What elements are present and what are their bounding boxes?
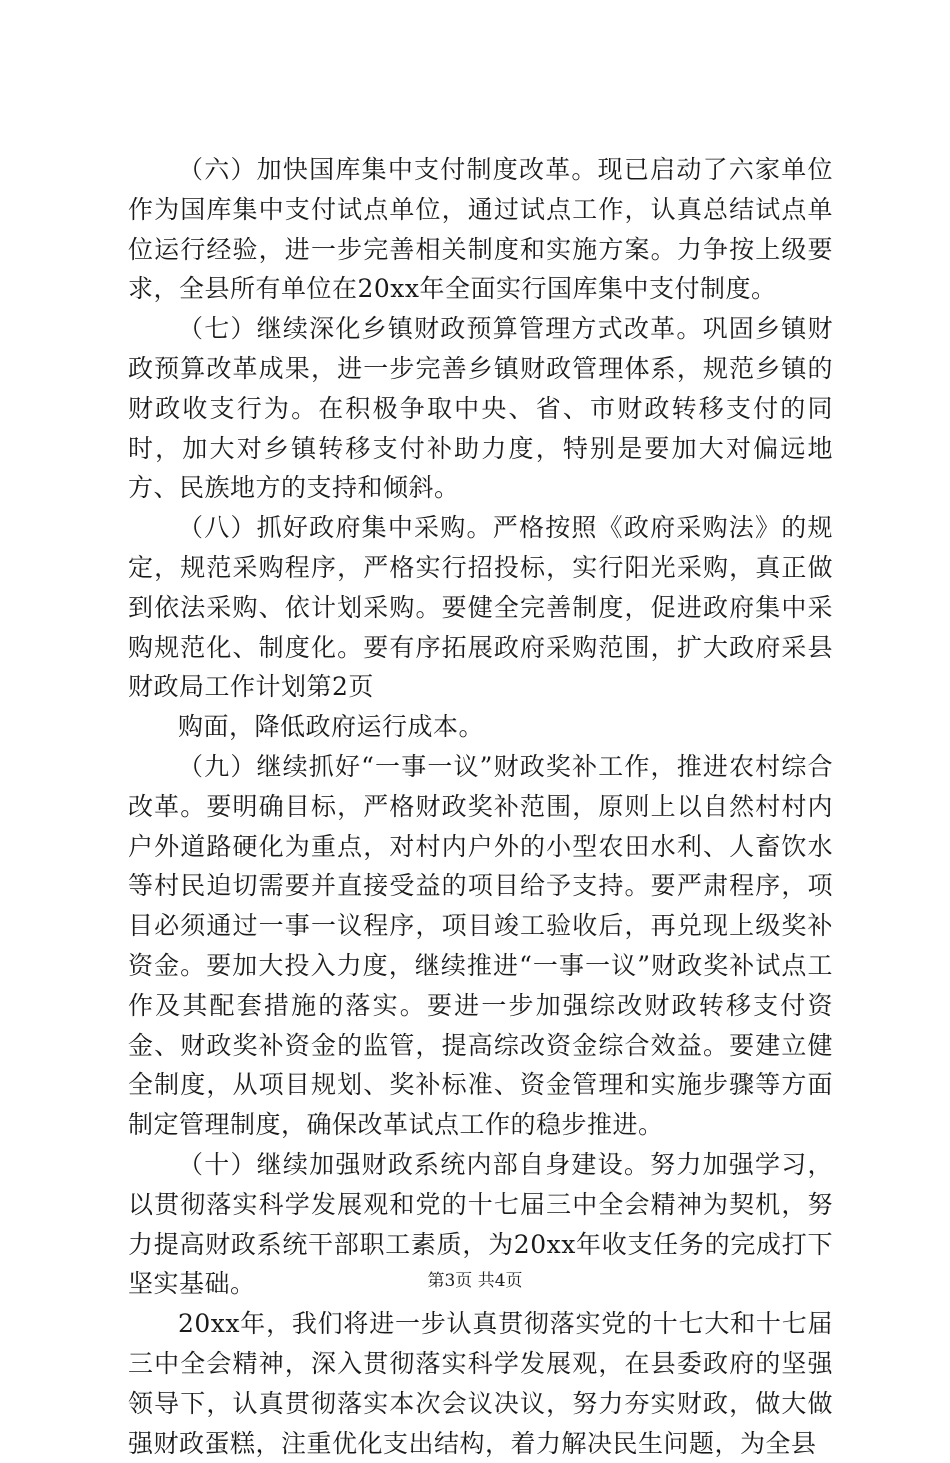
page-footer: 第3页 共4页 [427, 1271, 523, 1291]
paragraph-6: （六）加快国库集中支付制度改革。现已启动了六家单位作为国库集中支付试点单位，通过试点工作，认真总结试点单位运行经验，进一步完善相关制度和实施方案。力争按上级要求，全县所有单位在20xx年全面实行国库集中支付制度。 [128, 155, 833, 304]
document-body [128, 150, 833, 1463]
paragraph-10: （十）继续加强财政系统内部自身建设。努力加强学习，以贯彻落实科学发展观和党的十七届三中全会精神为契机，努力提高财政系统干部职工素质，为20xx年收支任务的完成打下坚实基础。 [128, 1149, 833, 1299]
paragraph-closing: 20xx年，我们将进一步认真贯彻落实党的十七大和十七届三中全会精神，深入贯彻落实科学发展观，在县委政府的坚强领导下，认真贯彻落实本次会议决议，努力夯实财政，做大做强财政蛋糕，注重优化支出结构，着力解决民生问题，为全县 [128, 1309, 833, 1458]
paragraph-8-continued: 购面，降低政府运行成本。 [178, 712, 485, 742]
paragraph-8: （八）抓好政府集中采购。严格按照《政府采购法》的规定，规范采购程序，严格实行招投标，实行阳光采购，真正做到依法采购、依计划采购。要健全完善制度，促进政府集中采购规范化、制度化。要有序拓展政府采购范围，扩大政府采县财政局工作计划第2页 [128, 513, 833, 702]
paragraph-9: （九）继续抓好“一事一议”财政奖补工作，推进农村综合改革。要明确目标，严格财政奖补范围，原则上以自然村村内户外道路硬化为重点，对村内户外的小型农田水利、人畜饮水等村民迫切需要并直接受益的项目给予支持。要严肃程序，项目必须通过一事一议程序，项目竣工验收后，再兑现上级奖补资金。要加大投入力度，继续推进“一事一议”财政奖补试点工作及其配套措施的落实。要进一步加强综改财政转移支付资金、财政奖补资金的监管，提高综改资金综合效益。要建立健全制度，从项目规划、奖补标准、资金管理和实施步骤等方面制定管理制度，确保改革试点工作的稳步推进。 [128, 751, 833, 1140]
paragraph-7: （七）继续深化乡镇财政预算管理方式改革。巩固乡镇财政预算改革成果，进一步完善乡镇财政管理体系，规范乡镇的财政收支行为。在积极争取中央、省、市财政转移支付的同时，加大对乡镇转移支付补助力度，特别是要加大对偏远地方、民族地方的支持和倾斜。 [128, 314, 833, 503]
